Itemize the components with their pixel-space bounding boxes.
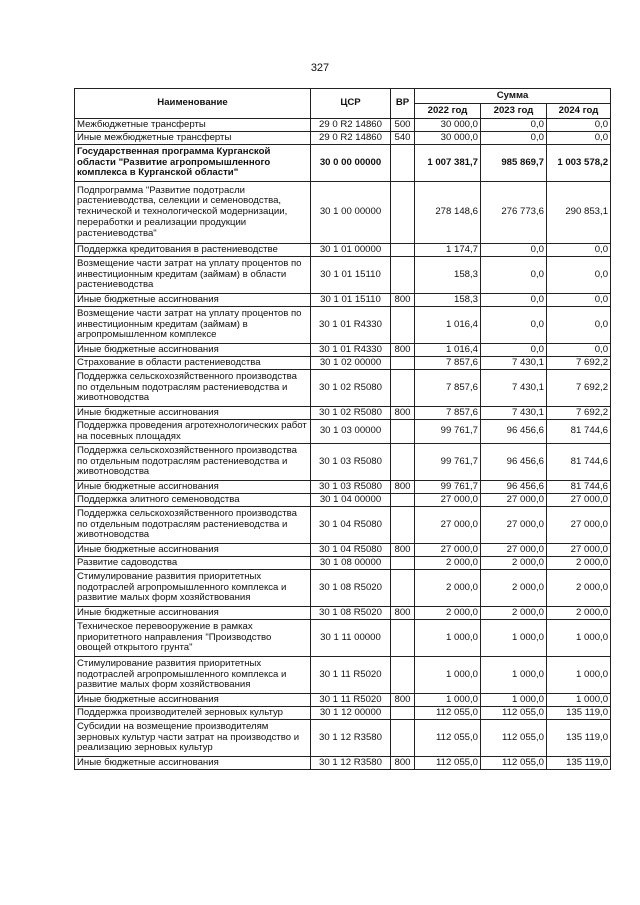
row-value-2022: 99 761,7: [415, 444, 481, 481]
row-name: Возмещение части затрат на уплату процентов по инвестиционным кредитам (займам) в агропромышленном комплексе: [75, 307, 311, 344]
row-value-2024: 135 119,0: [547, 720, 611, 757]
row-value-2022: 158,3: [415, 294, 481, 307]
row-vr: [391, 570, 415, 607]
row-name: Иные межбюджетные трансферты: [75, 132, 311, 145]
table-row: [75, 481, 611, 494]
row-name: Иные бюджетные ассигнования: [75, 294, 311, 307]
row-value-2023: 1 000,0: [481, 694, 547, 707]
row-name: Иные бюджетные ассигнования: [75, 544, 311, 557]
row-value-2024: 0,0: [547, 257, 611, 294]
row-name: Иные бюджетные ассигнования: [75, 481, 311, 494]
header-year-2024: 2024 год: [547, 104, 611, 119]
row-vr: 800: [391, 607, 415, 620]
table-row: [75, 494, 611, 507]
table-header: [75, 89, 611, 119]
table-row: [75, 344, 611, 357]
row-value-2022: 112 055,0: [415, 707, 481, 720]
row-value-2023: 27 000,0: [481, 494, 547, 507]
header-vr: ВР: [391, 89, 415, 119]
row-name: Возмещение части затрат на уплату процентов по инвестиционным кредитам (займам) в области растениеводства: [75, 257, 311, 294]
row-csr: 30 1 02 00000: [311, 357, 391, 370]
row-vr: 800: [391, 344, 415, 357]
row-value-2022: 2 000,0: [415, 570, 481, 607]
table-row: [75, 257, 611, 294]
table-row: [75, 657, 611, 694]
row-vr: [391, 145, 415, 182]
row-csr: 30 1 08 R5020: [311, 570, 391, 607]
row-csr: 30 0 00 00000: [311, 145, 391, 182]
row-value-2023: 0,0: [481, 119, 547, 132]
row-value-2024: 7 692,2: [547, 407, 611, 420]
row-name: Иные бюджетные ассигнования: [75, 757, 311, 770]
row-vr: [391, 357, 415, 370]
row-value-2022: 278 148,6: [415, 182, 481, 244]
row-csr: 30 1 01 R4330: [311, 307, 391, 344]
row-value-2023: 276 773,6: [481, 182, 547, 244]
table-row: [75, 244, 611, 257]
row-value-2024: 0,0: [547, 344, 611, 357]
row-value-2022: 30 000,0: [415, 119, 481, 132]
row-value-2024: 290 853,1: [547, 182, 611, 244]
row-csr: 30 1 12 R3580: [311, 757, 391, 770]
row-value-2023: 96 456,6: [481, 481, 547, 494]
row-value-2023: 27 000,0: [481, 507, 547, 544]
row-name: Страхование в области растениеводства: [75, 357, 311, 370]
row-name: Иные бюджетные ассигнования: [75, 344, 311, 357]
row-csr: 30 1 02 R5080: [311, 370, 391, 407]
row-name: Подпрограмма "Развитие подотрасли растениеводства, селекции и семеноводства, технической и технологической модернизации, переработки и реализации продукции растениеводства": [75, 182, 311, 244]
row-csr: 30 1 01 R4330: [311, 344, 391, 357]
table-row: [75, 370, 611, 407]
row-value-2024: 2 000,0: [547, 607, 611, 620]
row-vr: [391, 720, 415, 757]
row-value-2023: 112 055,0: [481, 707, 547, 720]
page-number: 327: [310, 62, 330, 74]
row-vr: [391, 182, 415, 244]
table-row: [75, 444, 611, 481]
row-csr: 30 1 08 R5020: [311, 607, 391, 620]
row-vr: 800: [391, 294, 415, 307]
table-row: [75, 307, 611, 344]
row-vr: [391, 557, 415, 570]
row-value-2023: 0,0: [481, 244, 547, 257]
table-body: [75, 119, 611, 770]
row-csr: 29 0 R2 14860: [311, 132, 391, 145]
row-value-2023: 96 456,6: [481, 420, 547, 444]
row-vr: 800: [391, 544, 415, 557]
row-csr: 30 1 03 00000: [311, 420, 391, 444]
table-row: [75, 132, 611, 145]
row-name: Поддержка производителей зерновых культур: [75, 707, 311, 720]
row-vr: [391, 307, 415, 344]
row-value-2022: 2 000,0: [415, 557, 481, 570]
row-value-2023: 96 456,6: [481, 444, 547, 481]
row-value-2022: 158,3: [415, 257, 481, 294]
row-value-2022: 7 857,6: [415, 370, 481, 407]
row-vr: [391, 257, 415, 294]
row-value-2024: 81 744,6: [547, 481, 611, 494]
row-name: Поддержка элитного семеноводства: [75, 494, 311, 507]
row-csr: 30 1 04 R5080: [311, 507, 391, 544]
row-csr: 30 1 03 R5080: [311, 481, 391, 494]
header-csr: ЦСР: [311, 89, 391, 119]
row-vr: 800: [391, 694, 415, 707]
row-csr: 29 0 R2 14860: [311, 119, 391, 132]
table-row: [75, 294, 611, 307]
row-vr: [391, 420, 415, 444]
row-value-2023: 1 000,0: [481, 620, 547, 657]
row-vr: 800: [391, 757, 415, 770]
row-value-2023: 7 430,1: [481, 370, 547, 407]
row-name: Стимулирование развития приоритетных подотраслей агропромышленного комплекса и развитие малых форм хозяйствования: [75, 570, 311, 607]
row-csr: 30 1 11 00000: [311, 620, 391, 657]
row-vr: [391, 370, 415, 407]
row-name: Поддержка кредитования в растениеводстве: [75, 244, 311, 257]
row-csr: 30 1 04 R5080: [311, 544, 391, 557]
row-vr: 540: [391, 132, 415, 145]
row-value-2024: 1 000,0: [547, 657, 611, 694]
row-vr: [391, 444, 415, 481]
row-value-2024: 1 000,0: [547, 694, 611, 707]
row-value-2022: 2 000,0: [415, 607, 481, 620]
row-value-2022: 1 000,0: [415, 694, 481, 707]
row-value-2024: 1 003 578,2: [547, 145, 611, 182]
row-value-2024: 135 119,0: [547, 707, 611, 720]
row-value-2024: 27 000,0: [547, 494, 611, 507]
row-vr: 500: [391, 119, 415, 132]
row-value-2024: 0,0: [547, 132, 611, 145]
row-value-2023: 0,0: [481, 344, 547, 357]
row-value-2024: 2 000,0: [547, 570, 611, 607]
table-row: [75, 707, 611, 720]
row-value-2024: 27 000,0: [547, 544, 611, 557]
header-year-2023: 2023 год: [481, 104, 547, 119]
row-value-2024: 135 119,0: [547, 757, 611, 770]
row-vr: [391, 707, 415, 720]
row-value-2022: 7 857,6: [415, 407, 481, 420]
table-row: [75, 570, 611, 607]
row-vr: 800: [391, 407, 415, 420]
row-value-2023: 7 430,1: [481, 357, 547, 370]
row-csr: 30 1 01 00000: [311, 244, 391, 257]
row-name: Техническое перевооружение в рамках приоритетного направления "Производство овощей открытого грунта": [75, 620, 311, 657]
row-value-2023: 112 055,0: [481, 720, 547, 757]
row-value-2022: 99 761,7: [415, 481, 481, 494]
row-name: Поддержка сельскохозяйственного производства по отдельным подотраслям растениеводства и животноводства: [75, 507, 311, 544]
header-year-2022: 2022 год: [415, 104, 481, 119]
row-name: Поддержка проведения агротехнологических работ на посевных площадях: [75, 420, 311, 444]
row-value-2022: 27 000,0: [415, 544, 481, 557]
row-value-2022: 99 761,7: [415, 420, 481, 444]
row-value-2022: 30 000,0: [415, 132, 481, 145]
table-row: [75, 544, 611, 557]
row-value-2023: 985 869,7: [481, 145, 547, 182]
row-value-2024: 0,0: [547, 244, 611, 257]
row-value-2024: 7 692,2: [547, 357, 611, 370]
table-row: [75, 145, 611, 182]
header-name: Наименование: [75, 89, 311, 119]
row-value-2022: 27 000,0: [415, 494, 481, 507]
row-value-2022: 1 007 381,7: [415, 145, 481, 182]
row-name: Поддержка сельскохозяйственного производства по отдельным подотраслям растениеводства и животноводства: [75, 444, 311, 481]
row-value-2024: 27 000,0: [547, 507, 611, 544]
table-row: [75, 557, 611, 570]
table-row: [75, 420, 611, 444]
row-value-2023: 2 000,0: [481, 557, 547, 570]
row-vr: [391, 507, 415, 544]
row-csr: 30 1 02 R5080: [311, 407, 391, 420]
row-value-2022: 1 016,4: [415, 307, 481, 344]
row-value-2023: 2 000,0: [481, 607, 547, 620]
row-value-2022: 1 174,7: [415, 244, 481, 257]
row-value-2022: 1 000,0: [415, 620, 481, 657]
row-name: Субсидии на возмещение производителям зерновых культур части затрат на производство и реализацию зерновых культур: [75, 720, 311, 757]
row-value-2022: 1 000,0: [415, 657, 481, 694]
table-row: [75, 182, 611, 244]
row-csr: 30 1 00 00000: [311, 182, 391, 244]
row-value-2023: 0,0: [481, 307, 547, 344]
row-value-2023: 0,0: [481, 294, 547, 307]
row-value-2024: 0,0: [547, 119, 611, 132]
row-value-2023: 2 000,0: [481, 570, 547, 607]
row-csr: 30 1 01 15110: [311, 257, 391, 294]
row-value-2024: 0,0: [547, 307, 611, 344]
row-csr: 30 1 11 R5020: [311, 694, 391, 707]
row-csr: 30 1 11 R5020: [311, 657, 391, 694]
row-name: Государственная программа Курганской области "Развитие агропромышленного комплекса в Курганской области": [75, 145, 311, 182]
row-csr: 30 1 12 R3580: [311, 720, 391, 757]
row-value-2024: 7 692,2: [547, 370, 611, 407]
table-row: [75, 507, 611, 544]
row-vr: [391, 620, 415, 657]
row-value-2024: 81 744,6: [547, 420, 611, 444]
row-csr: 30 1 08 00000: [311, 557, 391, 570]
row-value-2023: 7 430,1: [481, 407, 547, 420]
row-value-2022: 1 016,4: [415, 344, 481, 357]
row-name: Межбюджетные трансферты: [75, 119, 311, 132]
row-value-2022: 112 055,0: [415, 720, 481, 757]
row-value-2022: 112 055,0: [415, 757, 481, 770]
row-name: Иные бюджетные ассигнования: [75, 694, 311, 707]
row-value-2022: 27 000,0: [415, 507, 481, 544]
row-name: Иные бюджетные ассигнования: [75, 407, 311, 420]
header-sum: Сумма: [415, 89, 611, 104]
table-row: [75, 357, 611, 370]
row-csr: 30 1 12 00000: [311, 707, 391, 720]
row-name: Иные бюджетные ассигнования: [75, 607, 311, 620]
row-value-2023: 0,0: [481, 132, 547, 145]
row-name: Поддержка сельскохозяйственного производства по отдельным подотраслям растениеводства и животноводства: [75, 370, 311, 407]
row-value-2023: 27 000,0: [481, 544, 547, 557]
row-vr: [391, 244, 415, 257]
budget-table: [74, 88, 611, 770]
row-name: Стимулирование развития приоритетных подотраслей агропромышленного комплекса и развитие малых форм хозяйствования: [75, 657, 311, 694]
table-row: [75, 694, 611, 707]
row-value-2023: 0,0: [481, 257, 547, 294]
row-value-2024: 0,0: [547, 294, 611, 307]
row-value-2023: 1 000,0: [481, 657, 547, 694]
table-row: [75, 720, 611, 757]
row-value-2023: 112 055,0: [481, 757, 547, 770]
table-row: [75, 407, 611, 420]
row-csr: 30 1 03 R5080: [311, 444, 391, 481]
row-value-2022: 7 857,6: [415, 357, 481, 370]
table-row: [75, 607, 611, 620]
row-vr: [391, 657, 415, 694]
table-row: [75, 620, 611, 657]
row-value-2024: 1 000,0: [547, 620, 611, 657]
row-name: Развитие садоводства: [75, 557, 311, 570]
row-value-2024: 81 744,6: [547, 444, 611, 481]
row-csr: 30 1 01 15110: [311, 294, 391, 307]
table-row: [75, 757, 611, 770]
row-value-2024: 2 000,0: [547, 557, 611, 570]
row-csr: 30 1 04 00000: [311, 494, 391, 507]
table-row: [75, 119, 611, 132]
row-vr: [391, 494, 415, 507]
row-vr: 800: [391, 481, 415, 494]
